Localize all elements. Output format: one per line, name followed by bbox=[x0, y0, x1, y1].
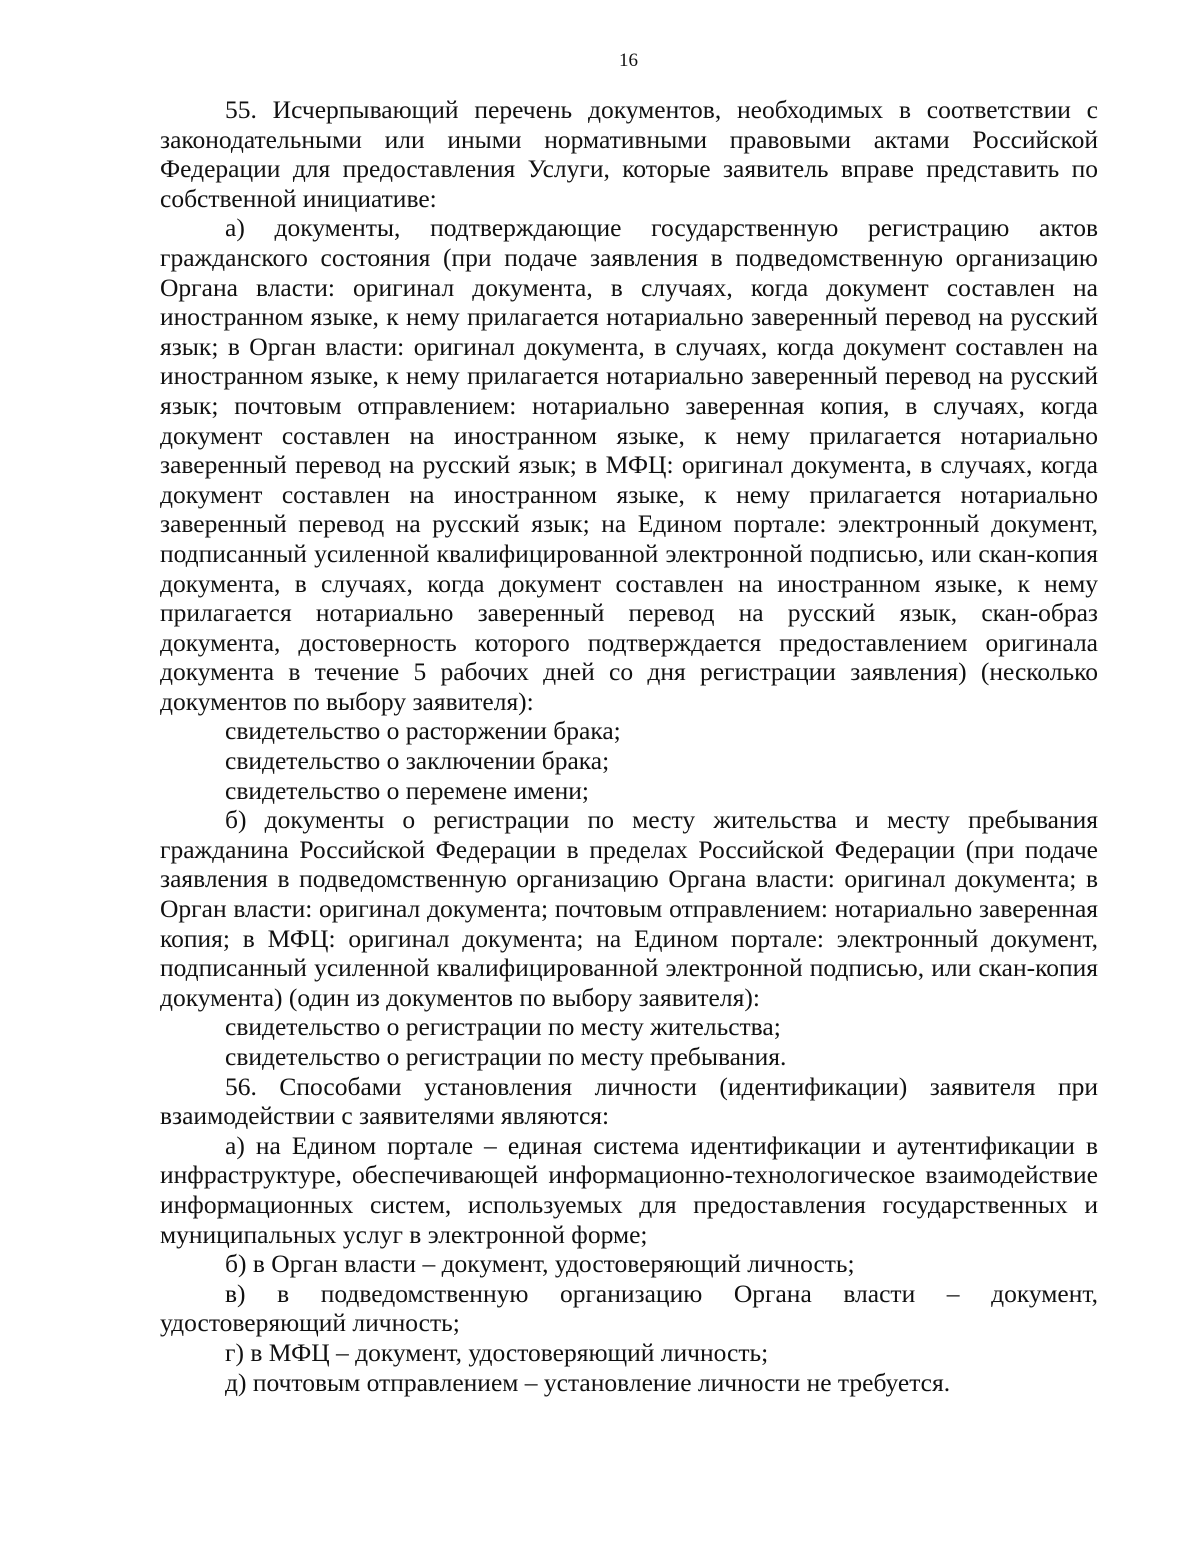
list-item-residence-registration: свидетельство о регистрации по месту жительства; bbox=[225, 1012, 781, 1042]
paragraph-55-b: б) документы о регистрации по месту жительства и месту пребывания гражданина Российской Федерации в пределах Российской Федерации (при подаче заявления в подведомственную организацию Органа власти: оригинал документа; в Орган власти: оригинал документа; почтовым отправлением: нотариально заверенная копия; в МФЦ: оригинал документа; на Едином портале: электронный документ, подписанный усиленной квалифицированной электронной подписью, или скан-копия документа) (один из документов по выбору заявителя): bbox=[160, 805, 1098, 1012]
list-item-stay-registration: свидетельство о регистрации по месту пребывания. bbox=[225, 1042, 787, 1071]
paragraph-56-b: б) в Орган власти – документ, удостоверяющий личность; bbox=[225, 1249, 855, 1279]
document-body bbox=[160, 95, 1098, 1397]
list-item-name-change-certificate: свидетельство о перемене имени; bbox=[225, 775, 589, 805]
list-item-divorce-certificate: свидетельство о расторжении брака; bbox=[225, 716, 621, 746]
paragraph-56-a: а) на Едином портале – единая система идентификации и аутентификации в инфраструктуре, обеспечивающей информационно-технологическое взаимодействие информационных систем, используемых для предоставления государственных и муниципальных услуг в электронной форме; bbox=[160, 1130, 1098, 1249]
paragraph-56-v: в) в подведомственную организацию Органа власти – документ, удостоверяющий личность; bbox=[160, 1278, 1098, 1338]
list-item-marriage-certificate: свидетельство о заключении брака; bbox=[225, 746, 610, 776]
page-number: 16 bbox=[619, 50, 638, 71]
paragraph-56-g: г) в МФЦ – документ, удостоверяющий личность; bbox=[225, 1337, 769, 1367]
paragraph-55-a: а) документы, подтверждающие государственную регистрацию актов гражданского состояния (при подаче заявления в подведомственную организацию Органа власти: оригинал документа, в случаях, когда документ составлен на иностранном языке, к нему прилагается нотариально заверенный перевод на русский язык; в Орган власти: оригинал документа, в случаях, когда документ составлен на иностранном языке, к нему прилагается нотариально заверенный перевод на русский язык; почтовым отправлением: нотариально заверенная копия, в случаях, когда документ составлен на иностранном языке, к нему прилагается нотариально заверенный перевод на русский язык; в МФЦ: оригинал документа, в случаях, когда документ составлен на иностранном языке, к нему прилагается нотариально заверенный перевод на русский язык; на Едином портале: электронный документ, подписанный усиленной квалифицированной электронной подписью, или скан-копия документа, в случаях, когда документ составлен на иностранном языке, к нему прилагается нотариально заверенный перевод на русский язык, скан-образ документа, достоверность которого подтверждается предоставлением оригинала документа в течение 5 рабочих дней со дня регистрации заявления) (несколько документов по выбору заявителя): bbox=[160, 213, 1098, 716]
paragraph-55-intro: 55. Исчерпывающий перечень документов, необходимых в соответствии с законодательными или иными нормативными правовыми актами Российской Федерации для предоставления Услуги, которые заявитель вправе представить по собственной инициативе: bbox=[160, 95, 1098, 213]
paragraph-56-d: д) почтовым отправлением – установление личности не требуется. bbox=[225, 1367, 951, 1397]
paragraph-56-intro: 56. Способами установления личности (идентификации) заявителя при взаимодействии с заявителями являются: bbox=[160, 1071, 1098, 1131]
